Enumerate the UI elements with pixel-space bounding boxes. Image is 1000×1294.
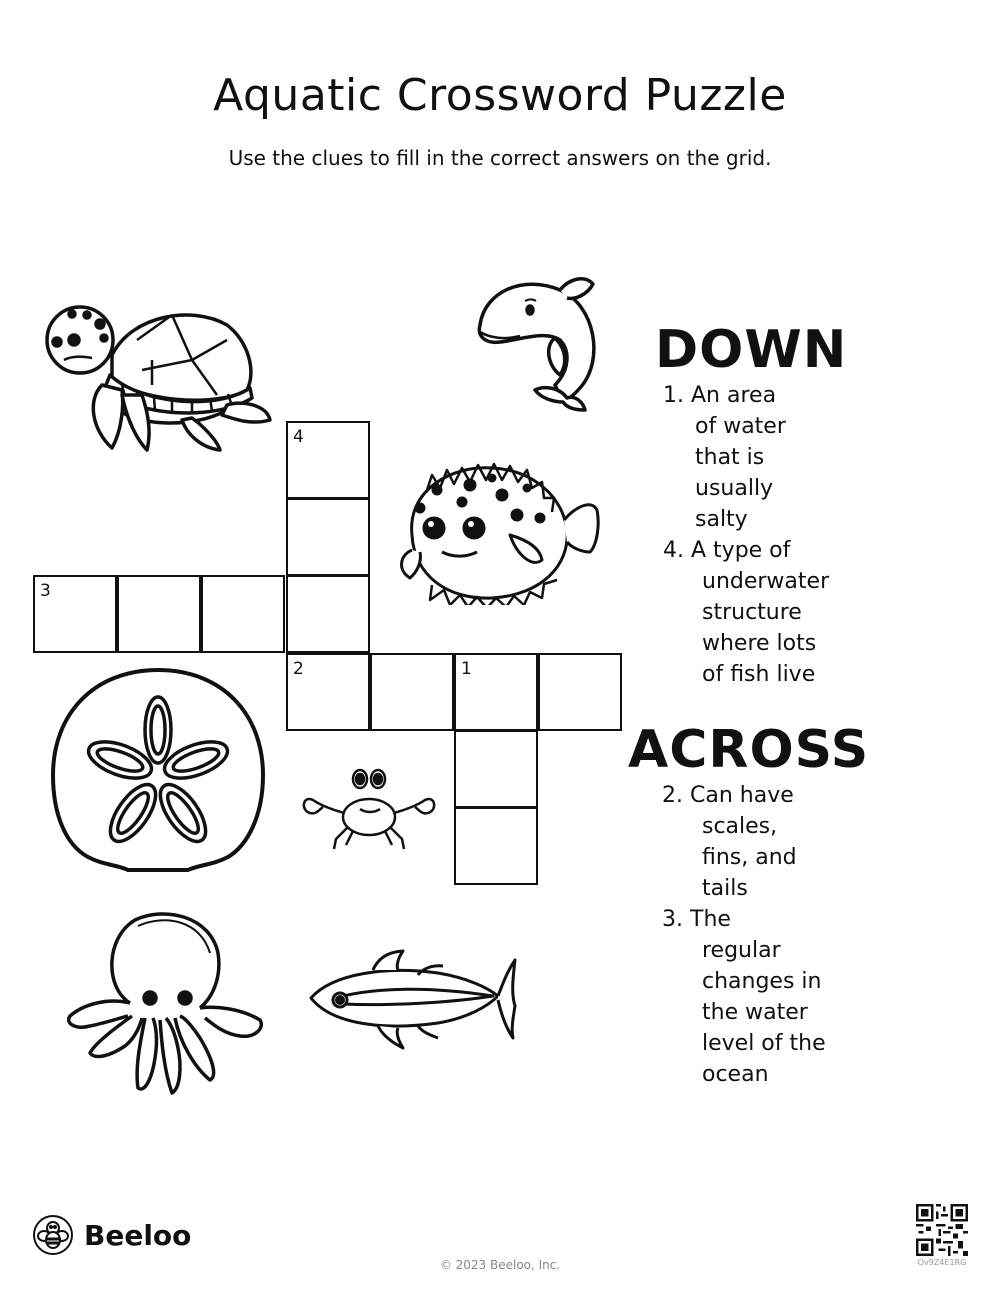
cell-number: 4 [293, 427, 304, 447]
dolphin-icon [475, 270, 605, 415]
bee-icon [32, 1214, 74, 1256]
cell-number: 2 [293, 659, 304, 679]
grid-cell-2-across-1[interactable] [286, 653, 370, 731]
brand-name: Beeloo [84, 1218, 192, 1252]
across-clues [628, 722, 869, 1090]
page-subtitle: Use the clues to fill in the correct answers on the grid. [228, 146, 772, 170]
tuna-fish-icon [308, 948, 518, 1053]
grid-cell-2-across-2[interactable] [370, 653, 454, 731]
crab-icon [298, 765, 440, 850]
grid-cell-2-across-4[interactable] [538, 653, 622, 731]
grid-cell-4-down-2[interactable] [286, 498, 370, 576]
cell-number: 3 [40, 581, 51, 601]
beeloo-logo[interactable] [32, 1214, 191, 1256]
clue-across-3: 3. The regular changes in the water level of the ocean [662, 907, 826, 1087]
clue-across-2: 2. Can have scales, fins, and tails [662, 783, 797, 901]
grid-cell-1-down-2[interactable] [454, 730, 538, 808]
grid-cell-3-across-3[interactable] [201, 575, 285, 653]
cell-number: 1 [461, 659, 472, 679]
grid-cell-3-across-2[interactable] [117, 575, 201, 653]
copyright-text: © 2023 Beeloo, Inc. [439, 1258, 561, 1272]
qr-code-id: Ov9Z4E1RG [917, 1258, 967, 1267]
down-clues [655, 322, 847, 690]
octopus-icon [50, 908, 270, 1100]
clue-down-1: 1. An area of water that is usually salty [663, 383, 786, 532]
sea-turtle-icon [42, 300, 278, 455]
grid-cell-3-across-4[interactable] [286, 575, 370, 653]
grid-cell-4-down-1[interactable] [286, 421, 370, 499]
pufferfish-icon [392, 460, 602, 605]
qr-code-icon [916, 1204, 968, 1256]
clue-down-4: 4. A type of underwater structure where lots of fish live [663, 538, 830, 687]
grid-cell-1-down-3[interactable] [454, 807, 538, 885]
sand-dollar-icon [48, 665, 268, 875]
page-title: Aquatic Crossword Puzzle [213, 70, 787, 121]
grid-cell-1-down-1[interactable] [454, 653, 538, 731]
down-heading: DOWN [655, 320, 848, 380]
grid-cell-3-across-1[interactable] [33, 575, 117, 653]
across-heading: ACROSS [628, 720, 870, 780]
